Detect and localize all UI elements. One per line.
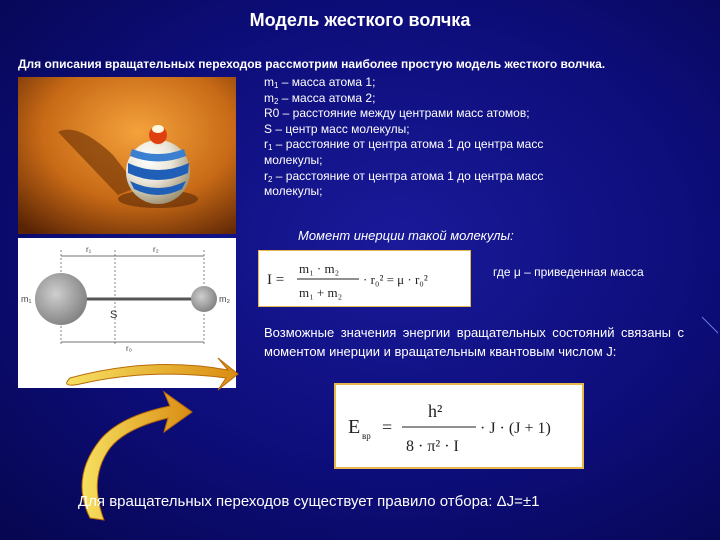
r1-label: r₁	[86, 245, 92, 254]
formula1-num: m₁ · m₂	[299, 261, 340, 276]
selection-rule-value: ΔJ=±1	[496, 493, 540, 510]
energy-text: Возможные значения энергии вращательных состояний связаны с моментом инерции и вращательным квантовым числом J:	[264, 325, 684, 359]
def-line: $r_1$ – расстояние от центра атома 1 до центра масс	[264, 137, 544, 153]
intro-text: Для описания вращательных переходов рассмотрим наиболее простую модель жесткого волчка.	[18, 57, 606, 71]
formula2-lhs-sub: вр	[362, 431, 371, 441]
s-label: S	[110, 309, 118, 321]
def-line: R0 – расстояние между центрами масс атомов;	[264, 106, 530, 121]
atom-2	[191, 286, 217, 312]
def-line: молекулы;	[264, 184, 323, 199]
m2-label: m₂	[219, 294, 230, 304]
def-line: $m_2$ – масса атома 2;	[264, 90, 376, 106]
decorative-line	[700, 315, 720, 335]
def-line: $m_1$ – масса атома 1;	[264, 75, 376, 90]
atom-1	[35, 273, 87, 325]
slide-title: Модель жесткого волчка	[249, 10, 471, 30]
def-line: S – центр масс молекулы;	[264, 121, 410, 136]
m1-label: m₁	[21, 294, 32, 304]
r2-label: r₂	[153, 245, 159, 254]
moment-of-inertia-formula	[258, 250, 471, 307]
formula2-lhs: E	[348, 416, 361, 438]
def-line: молекулы;	[264, 152, 323, 167]
formula2-rhs: · J · (J + 1)	[480, 420, 551, 437]
formula2-eq: =	[382, 417, 393, 437]
formula1-rhs: · r₀² = μ · r₀²	[363, 272, 428, 287]
def-line: $r_2$ – расстояние от центра атома 1 до центра масс	[264, 168, 544, 184]
formula1-den: m₁ + m₂	[299, 285, 343, 300]
moment-of-inertia-label: Момент инерции такой молекулы:	[298, 228, 514, 243]
selection-rule	[78, 493, 539, 510]
rotational-energy-formula	[334, 383, 584, 469]
reduced-mass-note: где μ – приведенная масса	[493, 265, 644, 279]
formula2-num: h²	[428, 401, 443, 421]
spinning-top-photo	[18, 77, 236, 234]
upper-arrow	[67, 358, 238, 390]
formula2-den: 8 · π² · I	[406, 438, 459, 455]
r0-label: r₀	[126, 344, 132, 353]
formula1-lhs: I =	[267, 272, 285, 288]
definitions-list	[264, 75, 604, 200]
selection-rule-text: Для вращательных переходов существует правило отбора:	[78, 493, 493, 510]
